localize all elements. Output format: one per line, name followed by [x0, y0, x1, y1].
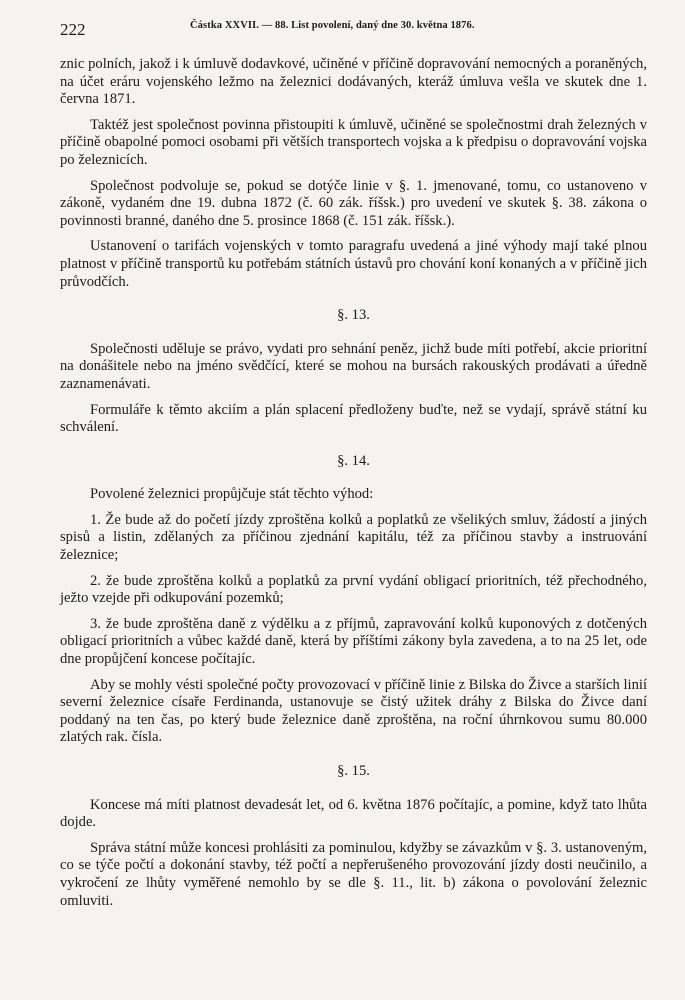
section-heading: §. 15. [337, 763, 370, 779]
document-body [60, 56, 647, 910]
running-header [60, 16, 647, 42]
header-title: Částka XXVII. — 88. List povolení, daný dne 30. května 1876. [190, 20, 475, 31]
paragraph: Společnosti uděluje se právo, vydati pro sehnání peněz, jichž bude míti potřebí, akcie prioritní na donášitele nebo na jméno svědčící, které se mohou na bursách rakouských prodávati a úředně zaznamenávati. [60, 340, 647, 392]
paragraph: Ustanovení o tarifách vojenských v tomto paragrafu uvedená a jiné výhody mají také plnou platnost v příčině transportů ku potřebám státních ústavů pro chování koní konaných a v příčině jich průvodčích. [60, 238, 647, 290]
page-number: 222 [60, 20, 86, 39]
paragraph: 1. Že bude až do početí jízdy zproštěna kolků a poplatků ze všelikých smluv, žádostí a jiných spisů a listin, zdělaných za příčinou zjednání kapitálu, též za příčinou stavby a instruování železnice; [60, 511, 647, 564]
paragraph: Správa státní může koncesi prohlásiti za pominulou, kdyžby se závazkům v §. 3. ustanoveným, co se týče počtí a dokonání stavby, též počtí a nepřerušeného provozování jízdy dosti neučinilo, a vykročení ze lhůty vyměřené nemohlo by se dle §. 11., lit. b) zákona o povolování železnic omluviti. [60, 839, 647, 909]
paragraph: Společnost podvoluje se, pokud se dotýče linie v §. 1. jmenované, tomu, co ustanoveno v zákoně, vydaném dne 19. dubna 1872 (č. 60 zák. říšsk.) pro uvedení ve skutek §. 38. zákona o povinnosti branné, daného dne 5. prosince 1868 (č. 151 zák. říšsk.). [60, 177, 647, 229]
paragraph: Povolené železnici propůjčuje stát těchto výhod: [90, 486, 374, 503]
paragraph: 3. že bude zproštěna daně z výdělku a z příjmů, zapravování kolků kuponových z dotčených obligací prioritních a vůbec každé daně, která by příštími zákony byla zavedena, a to na 25 let, ode dne propůjčení koncese počítajíc. [60, 615, 647, 668]
paragraph: znic polních, jakož i k úmluvě dodavkové, učiněné v příčině dopravování nemocných a poraněných, na účet eráru vojenského ležmo na železnici dodávaných, kteráž úmluva vešla ve skutek dne 1. června 1871. [60, 56, 647, 108]
section-heading: §. 13. [337, 307, 370, 324]
paragraph: Aby se mohly vésti společné počty provozovací v příčině linie z Bilska do Živce a starších linií severní železnice císaře Ferdinanda, ustanovuje se čistý užitek dráhy z Bilska do Živce daní poddaný na ten čas, po který bude železnice daně zproštěna, na roční úhrnkovou sumu 80.000 zlatých rak. čísla. [60, 676, 647, 746]
paragraph: Taktéž jest společnost povinna přistoupiti k úmluvě, učiněné se společnostmi drah železných v příčině obapolné pomoci osobami při větších transportech vojska a k předpisu o dopravování vojska po železnicích. [60, 116, 647, 168]
section-heading: §. 14. [337, 452, 370, 469]
paragraph: Koncese má míti platnost devadesát let, od 6. května 1876 počítajíc, a pomine, když tato lhůta dojde. [60, 796, 647, 831]
paragraph: 2. že bude zproštěna kolků a poplatků za první vydání obligací prioritních, též přechodného, ježto vzejde při odkupování pozemků; [60, 572, 647, 607]
paragraph: Formuláře k těmto akciím a plán splacení předloženy buďte, než se vydají, správě státní ku schválení. [60, 401, 647, 436]
